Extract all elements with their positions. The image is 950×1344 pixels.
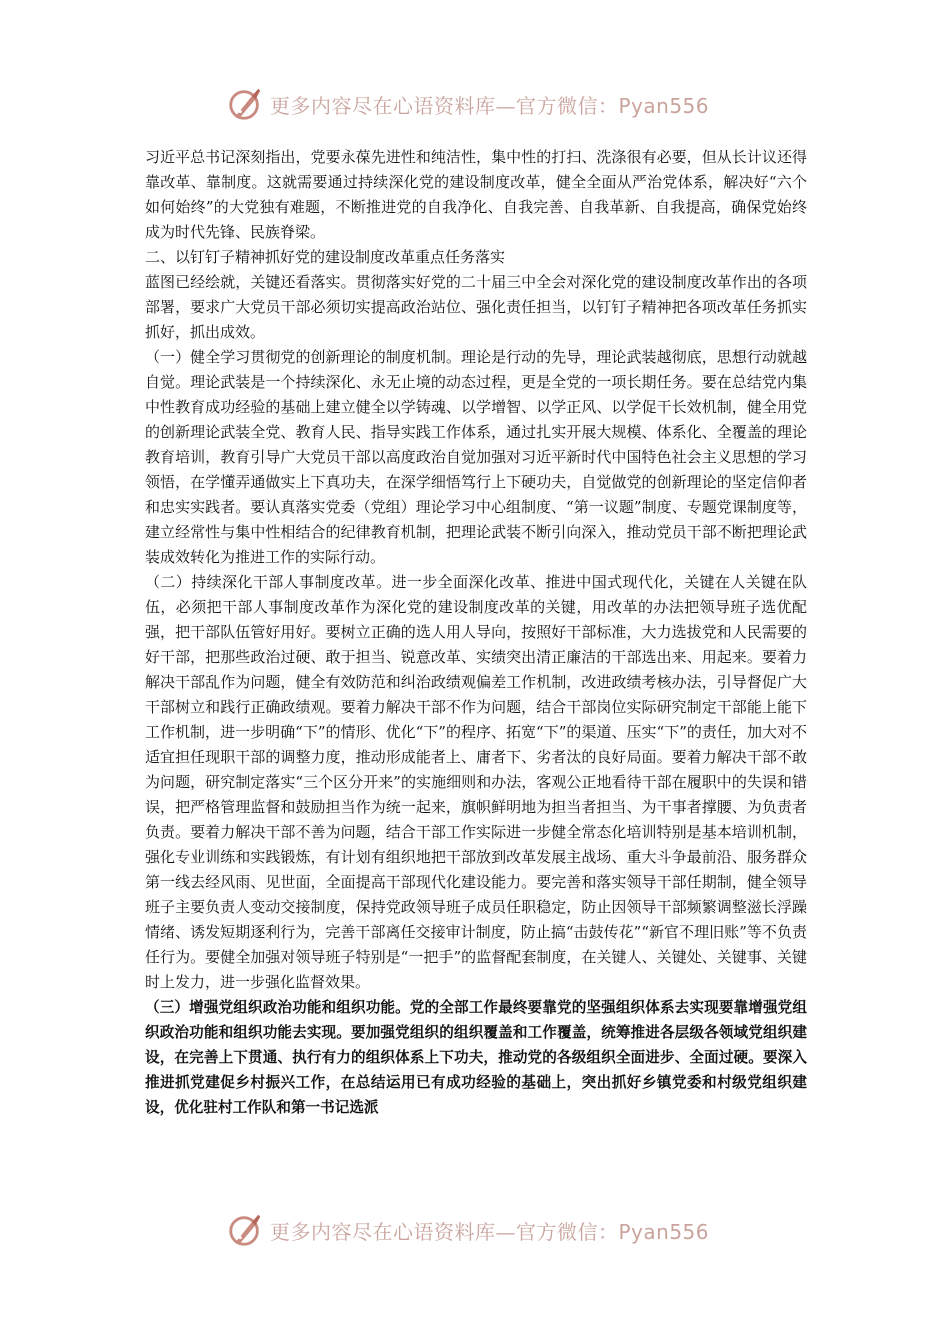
document-body (145, 145, 807, 1120)
watermark-text: 更多内容尽在心语资料库—官方微信：Pyan556 (270, 1219, 710, 1244)
paragraph: 蓝图已经绘就，关键还看落实。贯彻落实好党的二十届三中全会对深化党的建设制度改革作出的各项部署，要求广大党员干部必须切实提高政治站位、强化责任担当，以钉钉子精神把各项改革任务抓实抓好，抓出成效。 (145, 273, 807, 341)
paragraph-intro: 习近平总书记深刻指出，党要永葆先进性和纯洁性，集中性的打扫、洗涤很有必要，但从长计议还得靠改革、靠制度。这就需要通过持续深化党的建设制度改革，健全全面从严治党体系，解决好“六个如何始终”的大党独有难题，不断推进党的自我净化、自我完善、自我革新、自我提高，确保党始终成为时代先锋、民族脊梁。 (145, 148, 807, 241)
section-heading: 二、以钉钉子精神抓好党的建设制度改革重点任务落实 (145, 248, 506, 266)
watermark-text: 更多内容尽在心语资料库—官方微信：Pyan556 (270, 93, 710, 118)
watermark-banner-bottom (226, 1210, 746, 1250)
watermark-banner-top (226, 84, 746, 124)
paragraph-subsection-1: （一）健全学习贯彻党的创新理论的制度机制。理论是行动的先导，理论武装越彻底，思想行动就越自觉。理论武装是一个持续深化、永无止境的动态过程，更是全党的一项长期任务。要在总结党内集中性教育成功经验的基础上建立健全以学铸魂、以学增智、以学正风、以学促干长效机制，健全用党的创新理论武装全党、教育人民、指导实践工作体系，通过扎实开展大规模、体系化、全覆盖的理论教育培训，教育引导广大党员干部以高度政治自觉加强对习近平新时代中国特色社会主义思想的学习领悟，在学懂弄通做实上下真功夫，在深学细悟笃行上下硬功夫，自觉做党的创新理论的坚定信仰者和忠实实践者。要认真落实党委（党组）理论学习中心组制度、“第一议题”制度、专题党课制度等，建立经常性与集中性相结合的纪律教育机制，把理论武装不断引向深入，推动党员干部不断把理论武装成效转化为推进工作的实际行动。 (145, 348, 807, 566)
paragraph-subsection-3: （三）增强党组织政治功能和组织功能。党的全部工作最终要靠党的坚强组织体系去实现要靠增强党组织政治功能和组织功能去实现。要加强党组织的组织覆盖和工作覆盖，统筹推进各层级各领域党组织建设，在完善上下贯通、执行有力的组织体系上下功夫，推动党的各级组织全面进步、全面过硬。要深入推进抓党建促乡村振兴工作，在总结运用已有成功经验的基础上，突出抓好乡镇党委和村级党组织建设，优化驻村工作队和第一书记选派 (145, 999, 807, 1116)
paragraph-subsection-2: （二）持续深化干部人事制度改革。进一步全面深化改革、推进中国式现代化，关键在人关键在队伍，必须把干部人事制度改革作为深化党的建设制度改革的关键，用改革的办法把领导班子选优配强，把干部队伍管好用好。要树立正确的选人用人导向，按照好干部标准，大力选拔党和人民需要的好干部，把那些政治过硬、敢于担当、锐意改革、实绩突出清正廉洁的干部选出来、用起来。要着力解决干部乱作为问题，健全有效防范和纠治政绩观偏差工作机制，改进政绩考核办法，引导督促广大干部树立和践行正确政绩观。要着力解决干部不作为问题，结合干部岗位实际研究制定干部能上能下工作机制，进一步明确“下”的情形、优化“下”的程序、拓宽“下”的渠道、压实“下”的责任，加大对不适宜担任现职干部的调整力度，推动形成能者上、庸者下、劣者汰的良好局面。要着力解决干部不敢为问题，研究制定落实“三个区分开来”的实施细则和办法，客观公正地看待干部在履职中的失误和错误，把严格管理监督和鼓励担当作为统一起来，旗帜鲜明地为担当者担当、为干事者撑腰、为负责者负责。要着力解决干部不善为问题，结合干部工作实际进一步健全常态化培训特别是基本培训机制，强化专业训练和实践锻炼，有计划有组织地把干部放到改革发展主战场、重大斗争最前沿、服务群众第一线去经风雨、见世面，全面提高干部现代化建设能力。要完善和落实领导干部任期制，健全领导班子主要负责人变动交接制度，保持党政领导班子成员任职稳定，防止因领导干部频繁调整滋长浮躁情绪、诱发短期逐利行为，完善干部离任交接审计制度，防止搞“击鼓传花”“新官不理旧账”等不负责任行为。要健全加强对领导班子特别是“一把手”的监督配套制度，在关键人、关键处、关键事、关键时上发力，进一步强化监督效果。 (145, 573, 807, 991)
fountain-pen-logo-icon (226, 1211, 264, 1249)
fountain-pen-logo-icon (226, 85, 264, 123)
